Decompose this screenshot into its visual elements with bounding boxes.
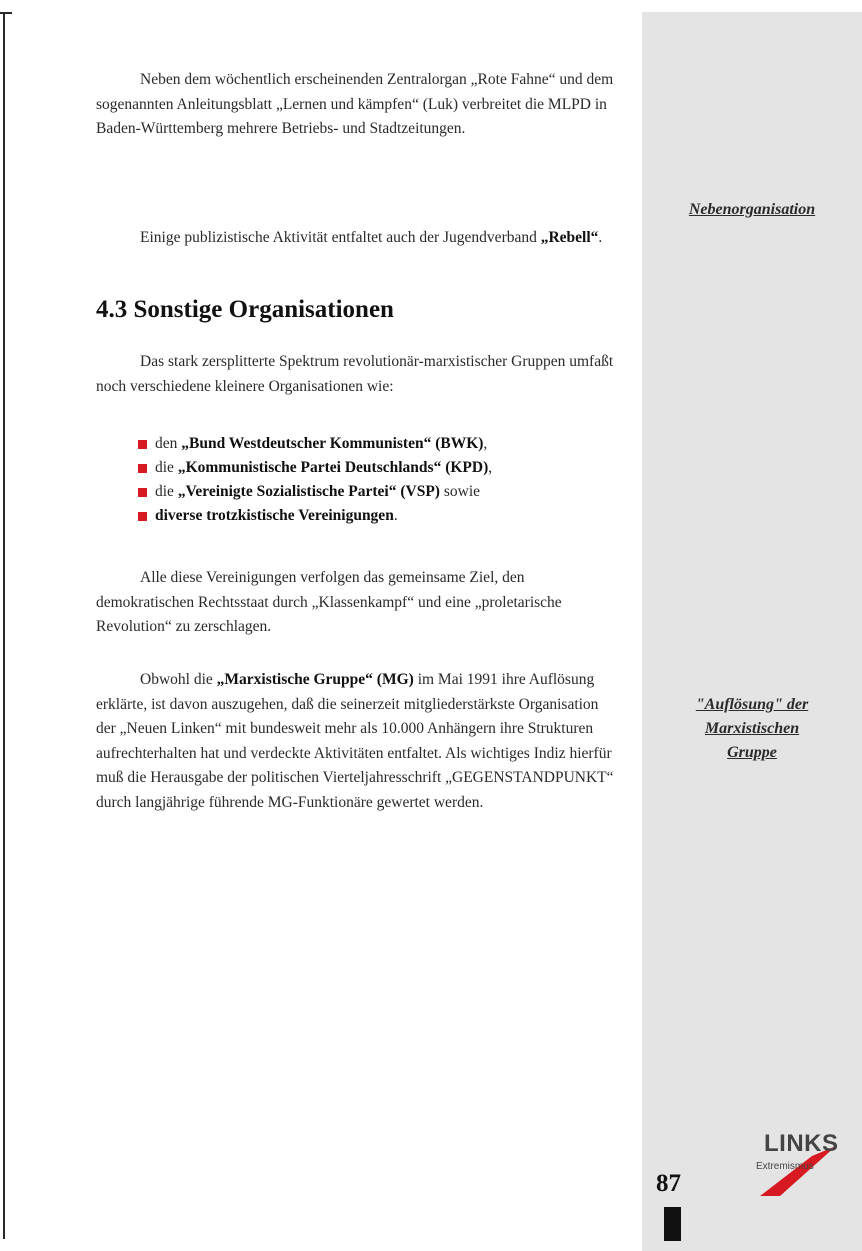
- paragraph-mg: [96, 668, 616, 815]
- list-item-prefix: die: [155, 459, 178, 476]
- binding-tick: [0, 12, 12, 14]
- margin-note-line: "Auflösung" der: [695, 696, 809, 713]
- organisation-list: [138, 432, 492, 528]
- red-square-bullet-icon: [138, 488, 147, 497]
- binding-line: [3, 14, 5, 1239]
- list-item-prefix: den: [155, 435, 182, 452]
- paragraph-rebell: [96, 226, 616, 251]
- logo-title: LINKS: [764, 1130, 839, 1157]
- list-item-bold: „Vereinigte Sozialistische Partei“ (VSP): [177, 483, 440, 500]
- list-item-suffix: sowie: [439, 483, 481, 500]
- paragraph-rebell-suffix: .: [598, 229, 603, 246]
- list-item-bold: diverse trotzkistische Vereinigungen: [155, 507, 394, 524]
- list-item: [138, 480, 492, 504]
- red-square-bullet-icon: [138, 440, 147, 449]
- page-marker-bar: [664, 1207, 681, 1241]
- list-item-bold: „Bund Westdeutscher Kommunisten“ (BWK): [181, 435, 484, 452]
- paragraph-spektrum: Das stark zersplitterte Spektrum revolutionär-marxistischer Gruppen umfaßt noch verschiedene kleinere Organisationen wie:: [96, 353, 614, 395]
- red-square-bullet-icon: [138, 464, 147, 473]
- paragraph-mg-suffix: im Mai 1991 ihre Auflösung erklärte, ist davon auszugehen, daß die seinerzeit mitgliederstärkste Organisation der „Neuen Linken“ mit bundesweit mehr als 10.000 Anhängern ihre Strukturen aufrechterhalten hat und verdeckte Aktivitäten entfaltet. Als wichtiges Indiz hierfür muß die Herausgabe der politischen Vierteljahresschrift „GEGENSTANDPUNKT“ durch langjährige führende MG-Funktionäre gewertet werden.: [96, 671, 614, 811]
- list-item-suffix: ,: [483, 435, 488, 452]
- list-item: [138, 456, 492, 480]
- margin-note-line: Marxistischen: [704, 720, 800, 737]
- margin-note-line: Gruppe: [727, 744, 777, 761]
- logo-subtitle: Extremismus: [756, 1161, 814, 1172]
- section-heading: 4.3 Sonstige Organisationen: [96, 296, 394, 323]
- list-item-bold: „Kommunistische Partei Deutschlands“ (KPD): [177, 459, 489, 476]
- page-number: 87: [656, 1170, 681, 1197]
- paragraph-rebell-bold: „Rebell“: [540, 229, 599, 246]
- paragraph-rebell-prefix: Einige publizistische Aktivität entfaltet auch der Jugendverband: [140, 229, 541, 246]
- list-item: [138, 432, 492, 456]
- paragraph-rote-fahne: Neben dem wöchentlich erscheinenden Zentralorgan „Rote Fahne“ und dem sogenannten Anleitungsblatt „Lernen und kämpfen“ (Luk) verbreitet die MLPD in Baden-Württemberg mehrere Betriebs- und Stadtzeitungen.: [96, 71, 614, 137]
- margin-note-nebenorganisation: Nebenorganisation: [688, 201, 816, 218]
- margin-note-aufloesung: [642, 693, 862, 765]
- list-item-suffix: ,: [488, 459, 493, 476]
- list-item-suffix: .: [393, 507, 398, 524]
- paragraph-mg-prefix: Obwohl die: [140, 671, 217, 688]
- paragraph-ziel: Alle diese Vereinigungen verfolgen das gemeinsame Ziel, den demokratischen Rechtsstaat durch „Klassenkampf“ und eine „proletarische Revolution“ zu zerschlagen.: [96, 569, 562, 635]
- paragraph-mg-bold: „Marxistische Gruppe“ (MG): [216, 671, 414, 688]
- red-square-bullet-icon: [138, 512, 147, 521]
- list-item-prefix: die: [155, 483, 178, 500]
- list-item: [138, 504, 492, 528]
